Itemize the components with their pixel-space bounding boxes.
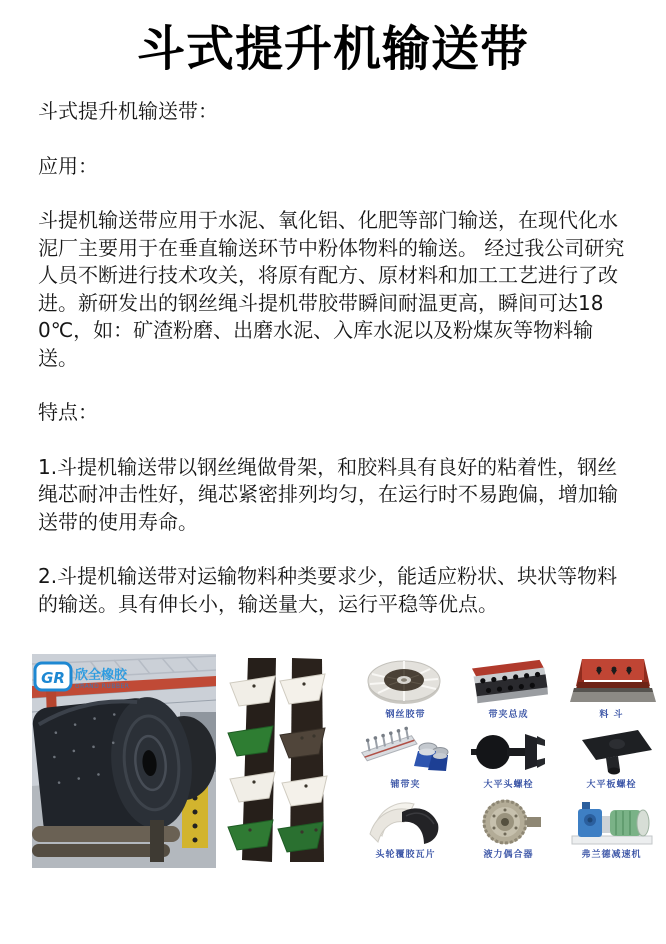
- document-page: [0, 14, 666, 944]
- belt-laying-clamp-icon: [360, 726, 452, 778]
- feature-2-paragraph: 2.斗提机输送带对运输物料种类要求少，能适应粉状、块状等物料的输送。具有伸长小，输送量大，运行平稳等优点。: [38, 564, 618, 616]
- application-paragraph: 斗提机输送带应用于水泥、氧化铝、化肥等部门输送，在现代化水泥厂主要用于在垂直输送环节中粉体物料的输送。 经过我公司研究人员不断进行技术攻关，将原有配方、原材料和加工工艺进行了改进。新研发出的钢丝绳斗提机带胶带瞬间耐温更高，瞬间可达180℃，如：矿渣粉磨、出磨水泥、入库水泥以及粉煤灰等物料输送。: [38, 208, 625, 370]
- gear-reducer-icon: [566, 796, 658, 848]
- product-thumb-flat-head-bolt: [457, 726, 560, 791]
- product-thumb-hopper: [560, 656, 663, 721]
- article-body: [38, 98, 628, 618]
- product-thumb-fluid-coupling: [457, 796, 560, 861]
- product-thumb-belt-laying-clamp: [354, 726, 457, 791]
- article-subtitle: 斗式提升机输送带：: [38, 99, 218, 123]
- product-label: 大平板螺栓: [586, 780, 637, 790]
- accessory-grid: [354, 656, 663, 861]
- product-thumb-belt-clamp-assembly: [457, 656, 560, 721]
- product-label: 液力偶合器: [483, 850, 534, 860]
- logo-name-en: GRAND RUBBER: [75, 683, 130, 690]
- product-label: 弗兰德减速机: [581, 850, 642, 860]
- features-heading: 特点：: [38, 400, 98, 424]
- page-title: 斗式提升机输送带: [136, 21, 529, 77]
- feature-1-paragraph: 1.斗提机输送带以钢丝绳做骨架，和胶料具有良好的粘着性，钢丝绳芯耐冲击性好，绳芯紧密排列均匀，在运行时不易跑偏，增加输送带的使用寿命。: [38, 454, 618, 534]
- product-label: 铺带夹: [390, 780, 421, 790]
- logo-monogram: GR: [41, 669, 65, 687]
- product-thumb-flender-reducer: [560, 796, 663, 861]
- product-label: 大平头螺栓: [483, 780, 534, 790]
- product-label: 带夹总成: [488, 710, 529, 720]
- product-thumb-flat-plate-bolt: [560, 726, 663, 791]
- belt-clamp-assembly-icon: [463, 656, 555, 708]
- product-label: 钢丝胶带: [385, 710, 426, 720]
- product-label: 头轮覆胶瓦片: [375, 850, 436, 860]
- grand-rubber-logo: [35, 663, 129, 690]
- buckets-image: [224, 654, 348, 866]
- elevator-buckets-photo: [224, 654, 348, 866]
- hopper-icon: [566, 656, 658, 708]
- product-label: 料 斗: [599, 710, 624, 720]
- rubber-lagging-tiles-icon: [360, 796, 452, 848]
- belt-roll-shape: [32, 693, 198, 840]
- flat-head-bolt-icon: [463, 726, 555, 778]
- belt-roll-image: [32, 654, 216, 868]
- logo-name-cn: 欣全橡胶: [75, 668, 128, 683]
- flat-plate-bolt-icon: [566, 726, 658, 778]
- factory-belt-roll-photo: [32, 654, 216, 868]
- product-thumb-steel-wire-belt: [354, 656, 457, 721]
- product-gallery: [32, 654, 666, 868]
- application-heading: 应用：: [38, 153, 98, 178]
- wrapped-belt-roll-icon: [360, 656, 452, 708]
- product-thumb-pulley-lagging-tile: [354, 796, 457, 861]
- fluid-coupling-icon: [463, 796, 555, 848]
